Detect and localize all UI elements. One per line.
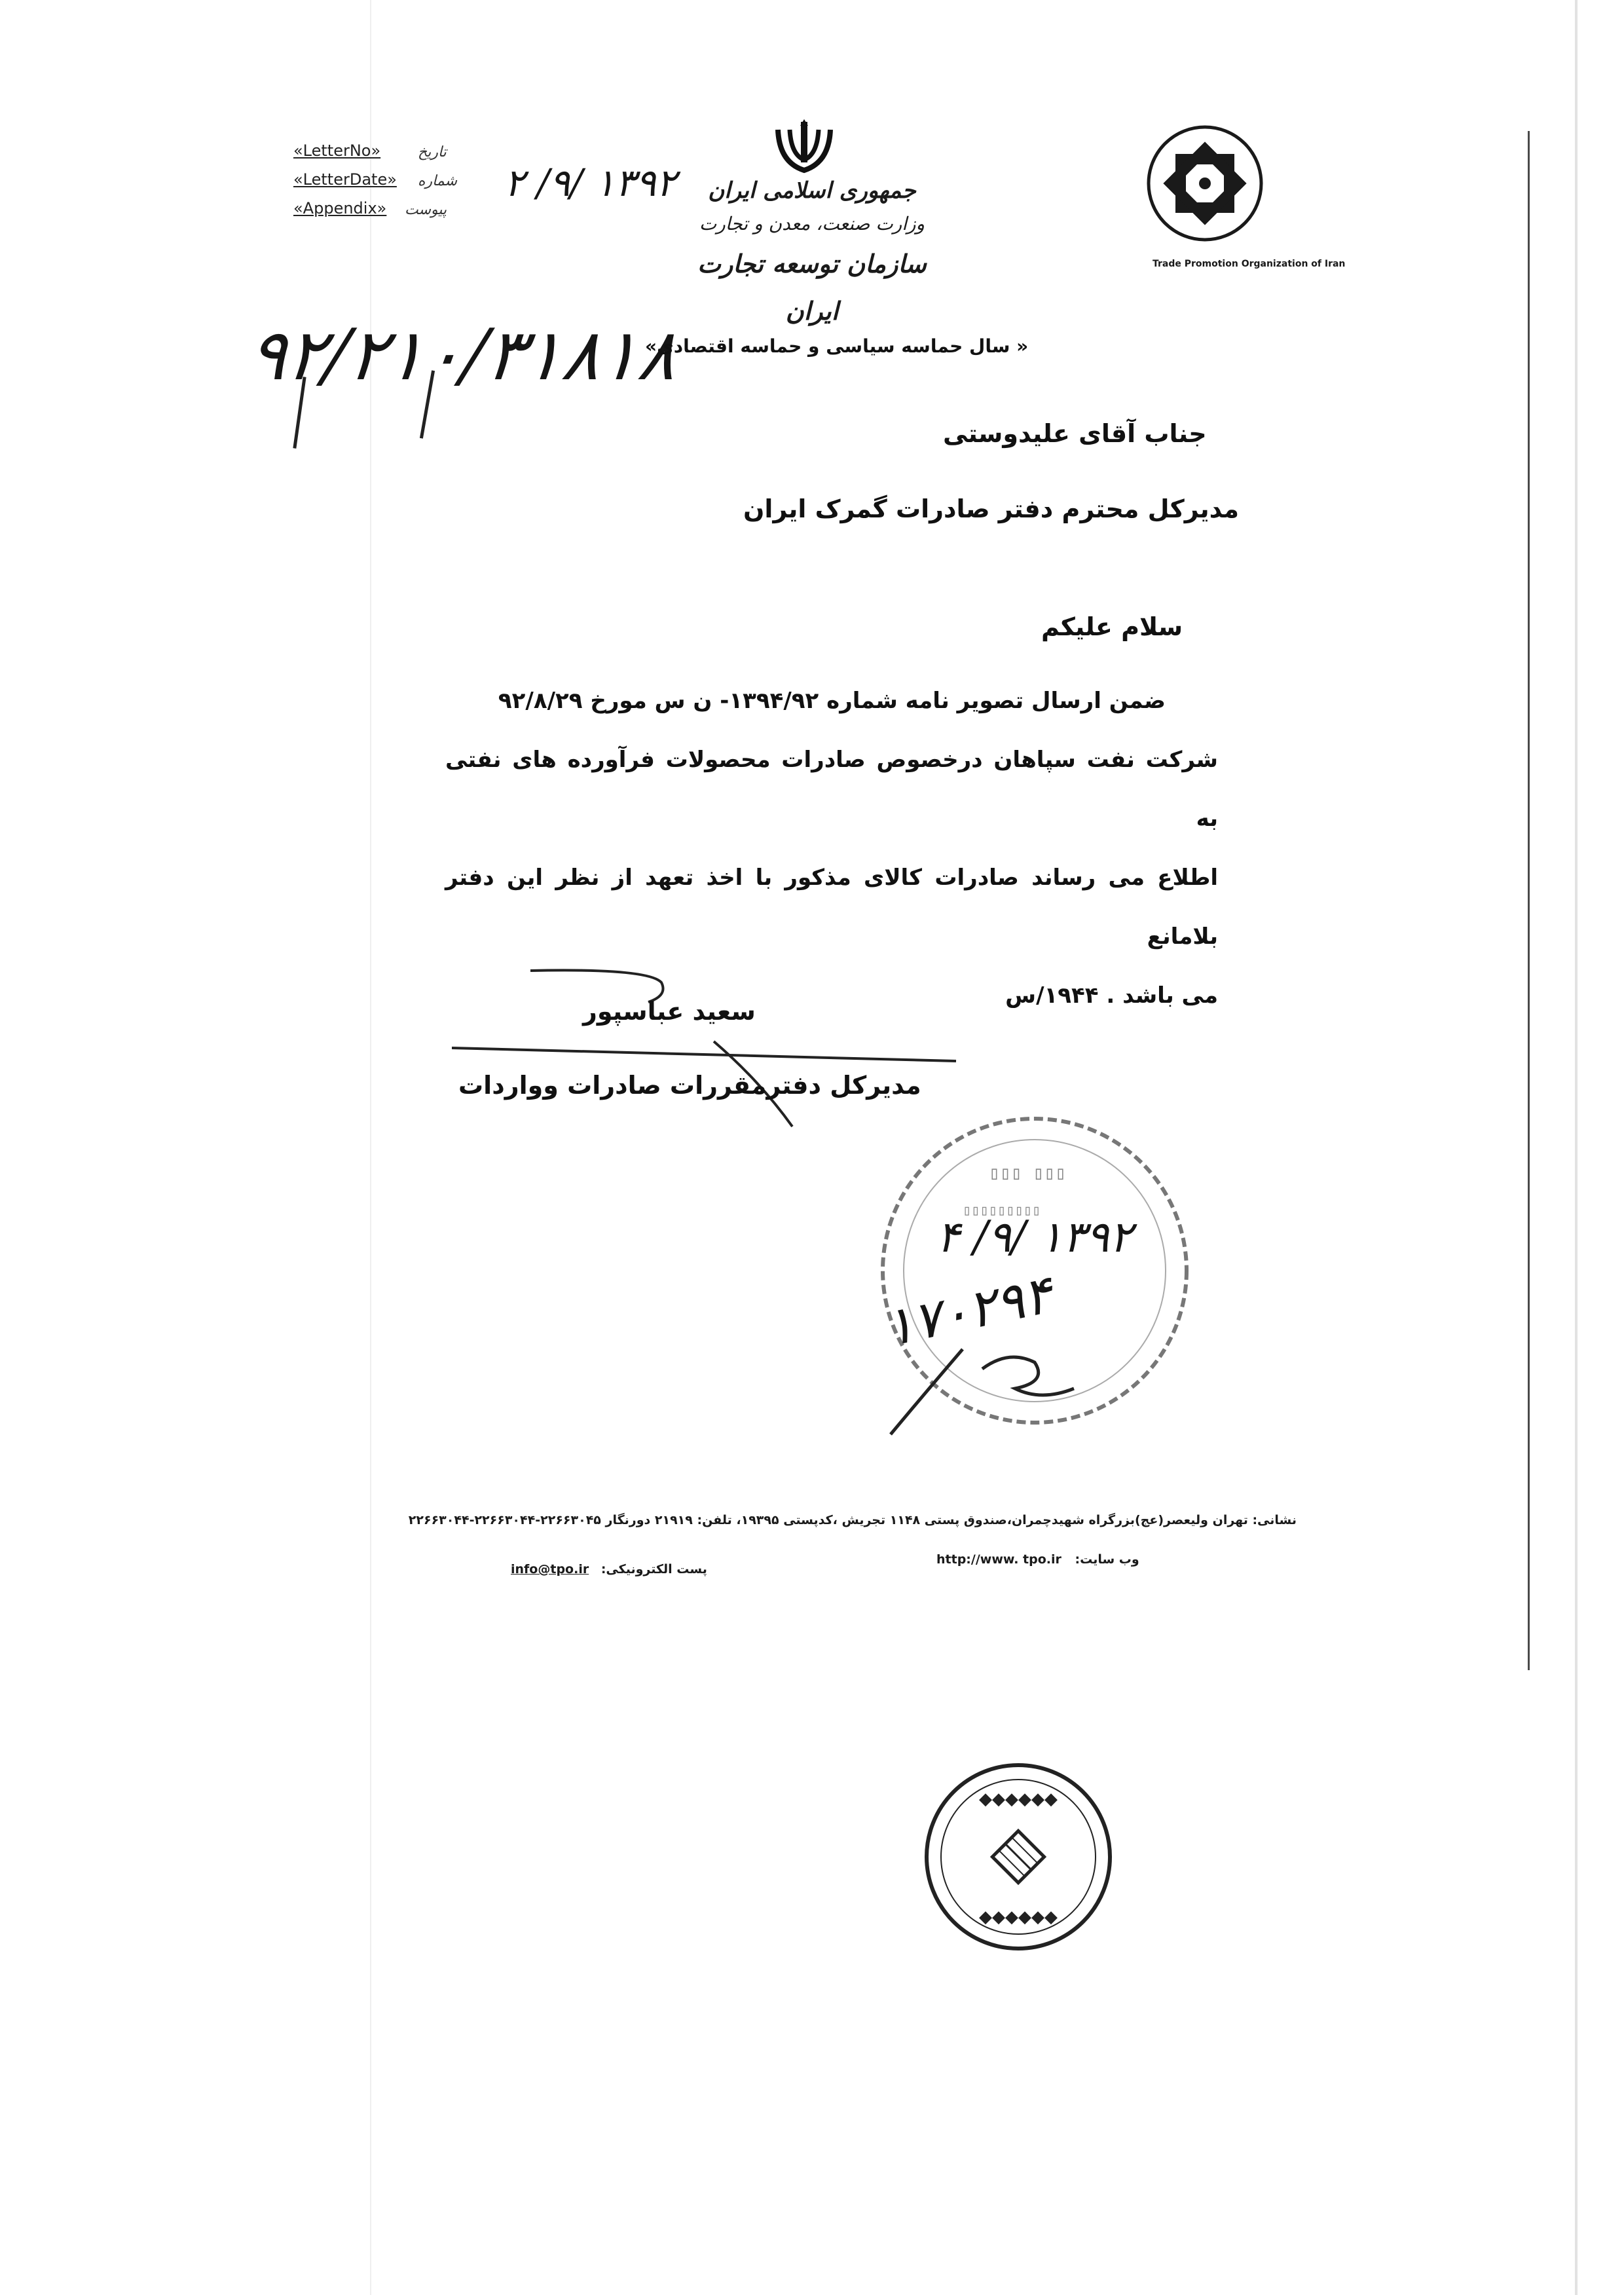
customs-seal-icon [920, 1759, 1116, 1955]
letter-fields [293, 139, 457, 225]
svg-text:▯▯▯▯▯▯▯▯▯: ▯▯▯▯▯▯▯▯▯ [963, 1203, 1041, 1219]
emblem-icon [765, 117, 843, 176]
appendix-field [293, 196, 457, 225]
letter-date-value: «LetterDate» [293, 170, 397, 189]
tpo-logo-text: Trade Promotion Organization of Iran [1153, 259, 1346, 269]
paragraph-line: می باشد . ۱۹۴۴/س [1005, 982, 1218, 1009]
paragraph-line: اطلاع می رساند صادرات کالای مذکور با اخذ تعهد از نظر این دفتر بلامانع [445, 865, 1218, 950]
number-label: شماره [418, 173, 458, 189]
svg-text:◆◆◆◆◆◆: ◆◆◆◆◆◆ [979, 1907, 1058, 1927]
footer-email [511, 1562, 838, 1577]
recipient-name: جناب آقای علیدوستی [943, 419, 1207, 448]
date-label: تاریخ [418, 144, 447, 160]
email-label: پست الکترونیکی: [600, 1562, 707, 1577]
ministry-name: وزارت صنعت، معدن و تجارت [699, 213, 925, 234]
ministry-block [681, 174, 943, 335]
paragraph-line: ضمن ارسال تصویر نامه شماره ۱۳۹۴/۹۲- ن س مورخ ۹۲/۸/۲۹ [498, 688, 1166, 714]
signer-title: مدیرکل دفترمقررات صادرات وواردات [458, 1071, 921, 1100]
website-url[interactable]: http://www. tpo.ir [936, 1552, 1061, 1567]
greeting: سلام علیکم [1041, 612, 1183, 641]
receipt-handwritten-date: ۱۳۹۲ /۹/ ۴ [936, 1212, 1133, 1262]
letter-number-field [293, 139, 457, 168]
recipient-title: مدیرکل محترم دفتر صادرات گمرک ایران [743, 494, 1240, 523]
handwritten-reference-number: ۹۲/۲۱۰/۳۱۸۱۸ [244, 314, 681, 396]
footer-address: نشانی: تهران ولیعصر(عج)بزرگراه شهیدچمران،صندوق پستی ۱۱۴۸ تجریش ،کدپستی ۱۹۳۹۵، تلفن: ۲۱۹۱۹ دورنگار ۲۲۶۶۳۰۴۵-۲۲۶۶۳۰۴۴-۲۲۶۶۳۰۴۴ [408, 1513, 1297, 1527]
website-label: وب سایت: [1075, 1552, 1139, 1567]
year-motto: « سال حماسه سیاسی و حماسه اقتصادی» [645, 335, 1029, 357]
letter-date-field [293, 168, 457, 196]
handwritten-letter-date: ۱۳۹۲ /۹/ ۲ [504, 160, 676, 205]
paragraph-line: شرکت نفت سپاهان درخصوص صادرات محصولات فرآورده های نفتی به [445, 747, 1218, 832]
svg-text:◆◆◆◆◆◆: ◆◆◆◆◆◆ [979, 1789, 1058, 1809]
appendix-value: «Appendix» [293, 199, 387, 217]
organization-name: سازمان توسعه تجارت ایران [697, 249, 927, 326]
scan-edge-line [1528, 131, 1530, 1670]
country-name: جمهوری اسلامی ایران [708, 177, 916, 204]
receipt-handwritten-number: ۱۷۰۲۹۴ [879, 1263, 1058, 1358]
signer-name: سعید عباسپور [583, 997, 756, 1026]
tpo-logo-icon [1143, 121, 1267, 246]
scan-edge-shadow [1575, 0, 1578, 2295]
footer-website [936, 1552, 1211, 1567]
email-address[interactable]: info@tpo.ir [511, 1562, 589, 1577]
appendix-label: پیوست [405, 202, 447, 218]
svg-text:▯▯▯ ▯▯▯: ▯▯▯ ▯▯▯ [989, 1162, 1067, 1184]
letter-number-value: «LetterNo» [293, 141, 381, 160]
receipt-initials-icon [884, 1310, 1094, 1444]
